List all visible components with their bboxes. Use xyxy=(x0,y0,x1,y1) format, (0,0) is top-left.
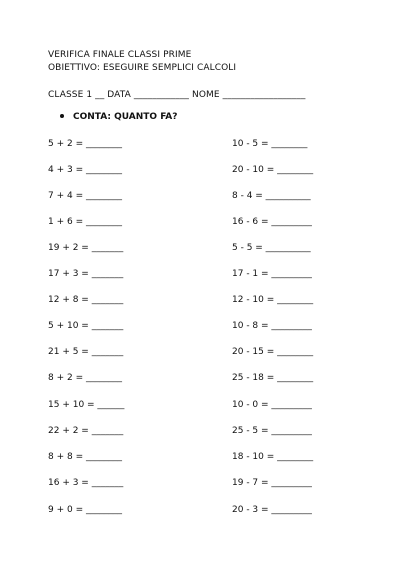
exercise-left-8: 5 + 10 = _______ xyxy=(48,321,124,331)
exercise-left-9: 21 + 5 = _______ xyxy=(48,347,124,357)
exercise-right-14: 19 - 7 = _________ xyxy=(232,478,312,488)
exercise-right-11: 10 - 0 = _________ xyxy=(232,400,312,410)
section-heading xyxy=(60,112,178,122)
exercise-left-13: 8 + 8 = ________ xyxy=(48,452,122,462)
student-info-line: CLASSE 1 __ DATA ____________ NOME __________________ xyxy=(48,90,306,100)
exercise-left-1: 5 + 2 = ________ xyxy=(48,139,122,149)
bullet-icon xyxy=(60,114,64,118)
exercise-left-14: 16 + 3 = _______ xyxy=(48,478,124,488)
exercise-right-10: 25 - 18 = ________ xyxy=(232,373,314,383)
exercise-right-8: 10 - 8 = _________ xyxy=(232,321,312,331)
exercise-left-11: 15 + 10 = ______ xyxy=(48,400,125,410)
worksheet-title: VERIFICA FINALE CLASSI PRIME xyxy=(48,50,192,60)
exercise-left-2: 4 + 3 = ________ xyxy=(48,165,122,175)
exercise-left-4: 1 + 6 = ________ xyxy=(48,217,122,227)
exercise-right-15: 20 - 3 = _________ xyxy=(232,505,312,515)
exercise-left-15: 9 + 0 = ________ xyxy=(48,505,122,515)
exercise-right-9: 20 - 15 = ________ xyxy=(232,347,314,357)
exercise-left-6: 17 + 3 = _______ xyxy=(48,269,124,279)
exercise-left-3: 7 + 4 = ________ xyxy=(48,191,122,201)
exercise-right-13: 18 - 10 = ________ xyxy=(232,452,314,462)
exercise-left-7: 12 + 8 = _______ xyxy=(48,295,124,305)
exercise-right-12: 25 - 5 = _________ xyxy=(232,426,312,436)
section-heading-text: CONTA: QUANTO FA? xyxy=(73,112,178,122)
exercise-left-10: 8 + 2 = ________ xyxy=(48,373,122,383)
exercise-left-12: 22 + 2 = _______ xyxy=(48,426,124,436)
exercise-right-3: 8 - 4 = __________ xyxy=(232,191,311,201)
exercise-right-7: 12 - 10 = ________ xyxy=(232,295,314,305)
exercise-right-5: 5 - 5 = __________ xyxy=(232,243,311,253)
worksheet-objective: OBIETTIVO: ESEGUIRE SEMPLICI CALCOLI xyxy=(48,63,237,73)
exercise-right-4: 16 - 6 = _________ xyxy=(232,217,312,227)
exercise-right-1: 10 - 5 = ________ xyxy=(232,139,308,149)
exercise-right-6: 17 - 1 = _________ xyxy=(232,269,312,279)
exercise-left-5: 19 + 2 = _______ xyxy=(48,243,124,253)
exercise-right-2: 20 - 10 = ________ xyxy=(232,165,314,175)
